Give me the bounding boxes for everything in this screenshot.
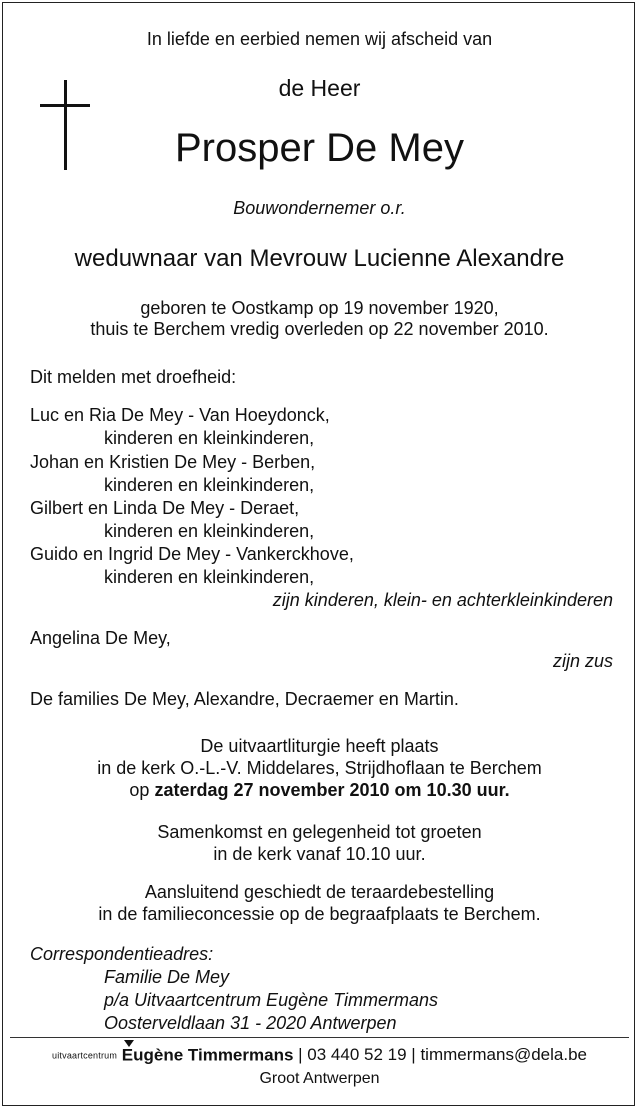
child-family-sub: kinderen en kleinkinderen, [104, 521, 315, 541]
children-role: zijn kinderen, klein- en achterkleinkinderen [272, 590, 613, 610]
birth-line: geboren te Oostkamp op 19 november 1920, [140, 298, 499, 318]
footer-brand-name: Eugène Timmermans [121, 1045, 294, 1065]
child-family-sub: kinderen en kleinkinderen, [104, 428, 315, 448]
service-datetime: zaterdag 27 november 2010 om 10.30 uur. [154, 780, 510, 800]
footer-email: timmermans@dela.be [420, 1045, 587, 1064]
footer-phone: | 03 440 52 19 | [298, 1045, 416, 1064]
burial-line-1: Aansluitend geschiedt de teraardebestelling [144, 882, 495, 902]
occupation: Bouwondernemer o.r. [233, 198, 406, 218]
intro-text: In liefde en eerbied nemen wij afscheid van [146, 29, 493, 49]
spouse-line: weduwnaar van Mevrouw Lucienne Alexandre [74, 245, 565, 272]
footer-funeral-home [0, 1045, 639, 1066]
footer-region: Groot Antwerpen [259, 1070, 380, 1087]
child-family-sub: kinderen en kleinkinderen, [104, 567, 315, 587]
sister-name: Angelina De Mey, [30, 628, 171, 648]
gathering-line-2: in de kerk vanaf 10.10 uur. [213, 844, 426, 864]
footer-divider [10, 1037, 629, 1038]
service-line-1: De uitvaartliturgie heeft plaats [200, 736, 439, 756]
sister-role: zijn zus [552, 651, 613, 671]
child-family-name: Luc en Ria De Mey - Van Hoeydonck, [30, 405, 330, 425]
service-line-2: in de kerk O.-L.-V. Middelares, Strijdhoflaan te Berchem [97, 758, 542, 778]
footer-brand-small: uitvaartcentrum [52, 1050, 118, 1061]
cross-icon-bar [40, 104, 90, 107]
child-family-name: Johan en Kristien De Mey - Berben, [30, 452, 316, 472]
deceased-name: Prosper De Mey [175, 126, 464, 170]
title-prefix: de Heer [278, 75, 361, 101]
correspondence-label: Correspondentieadres: [30, 944, 214, 964]
correspondence-line: Oosterveldlaan 31 - 2020 Antwerpen [104, 1013, 397, 1033]
correspondence-line: Familie De Mey [104, 967, 230, 987]
families-line: De families De Mey, Alexandre, Decraemer en Martin. [30, 689, 459, 709]
death-line: thuis te Berchem vredig overleden op 22 november 2010. [90, 319, 549, 339]
service-line-3 [0, 779, 639, 801]
child-family-sub: kinderen en kleinkinderen, [104, 475, 315, 495]
gathering-line-1: Samenkomst en gelegenheid tot groeten [157, 822, 482, 842]
child-family-name: Gilbert en Linda De Mey - Deraet, [30, 498, 300, 518]
service-line-3-prefix: op [129, 780, 150, 800]
correspondence-line: p/a Uitvaartcentrum Eugène Timmermans [104, 990, 438, 1010]
burial-line-2: in de familieconcessie op de begraafplaats te Berchem. [98, 904, 541, 924]
announcers-intro: Dit melden met droefheid: [30, 367, 237, 387]
child-family-name: Guido en Ingrid De Mey - Vankerckhove, [30, 544, 354, 564]
